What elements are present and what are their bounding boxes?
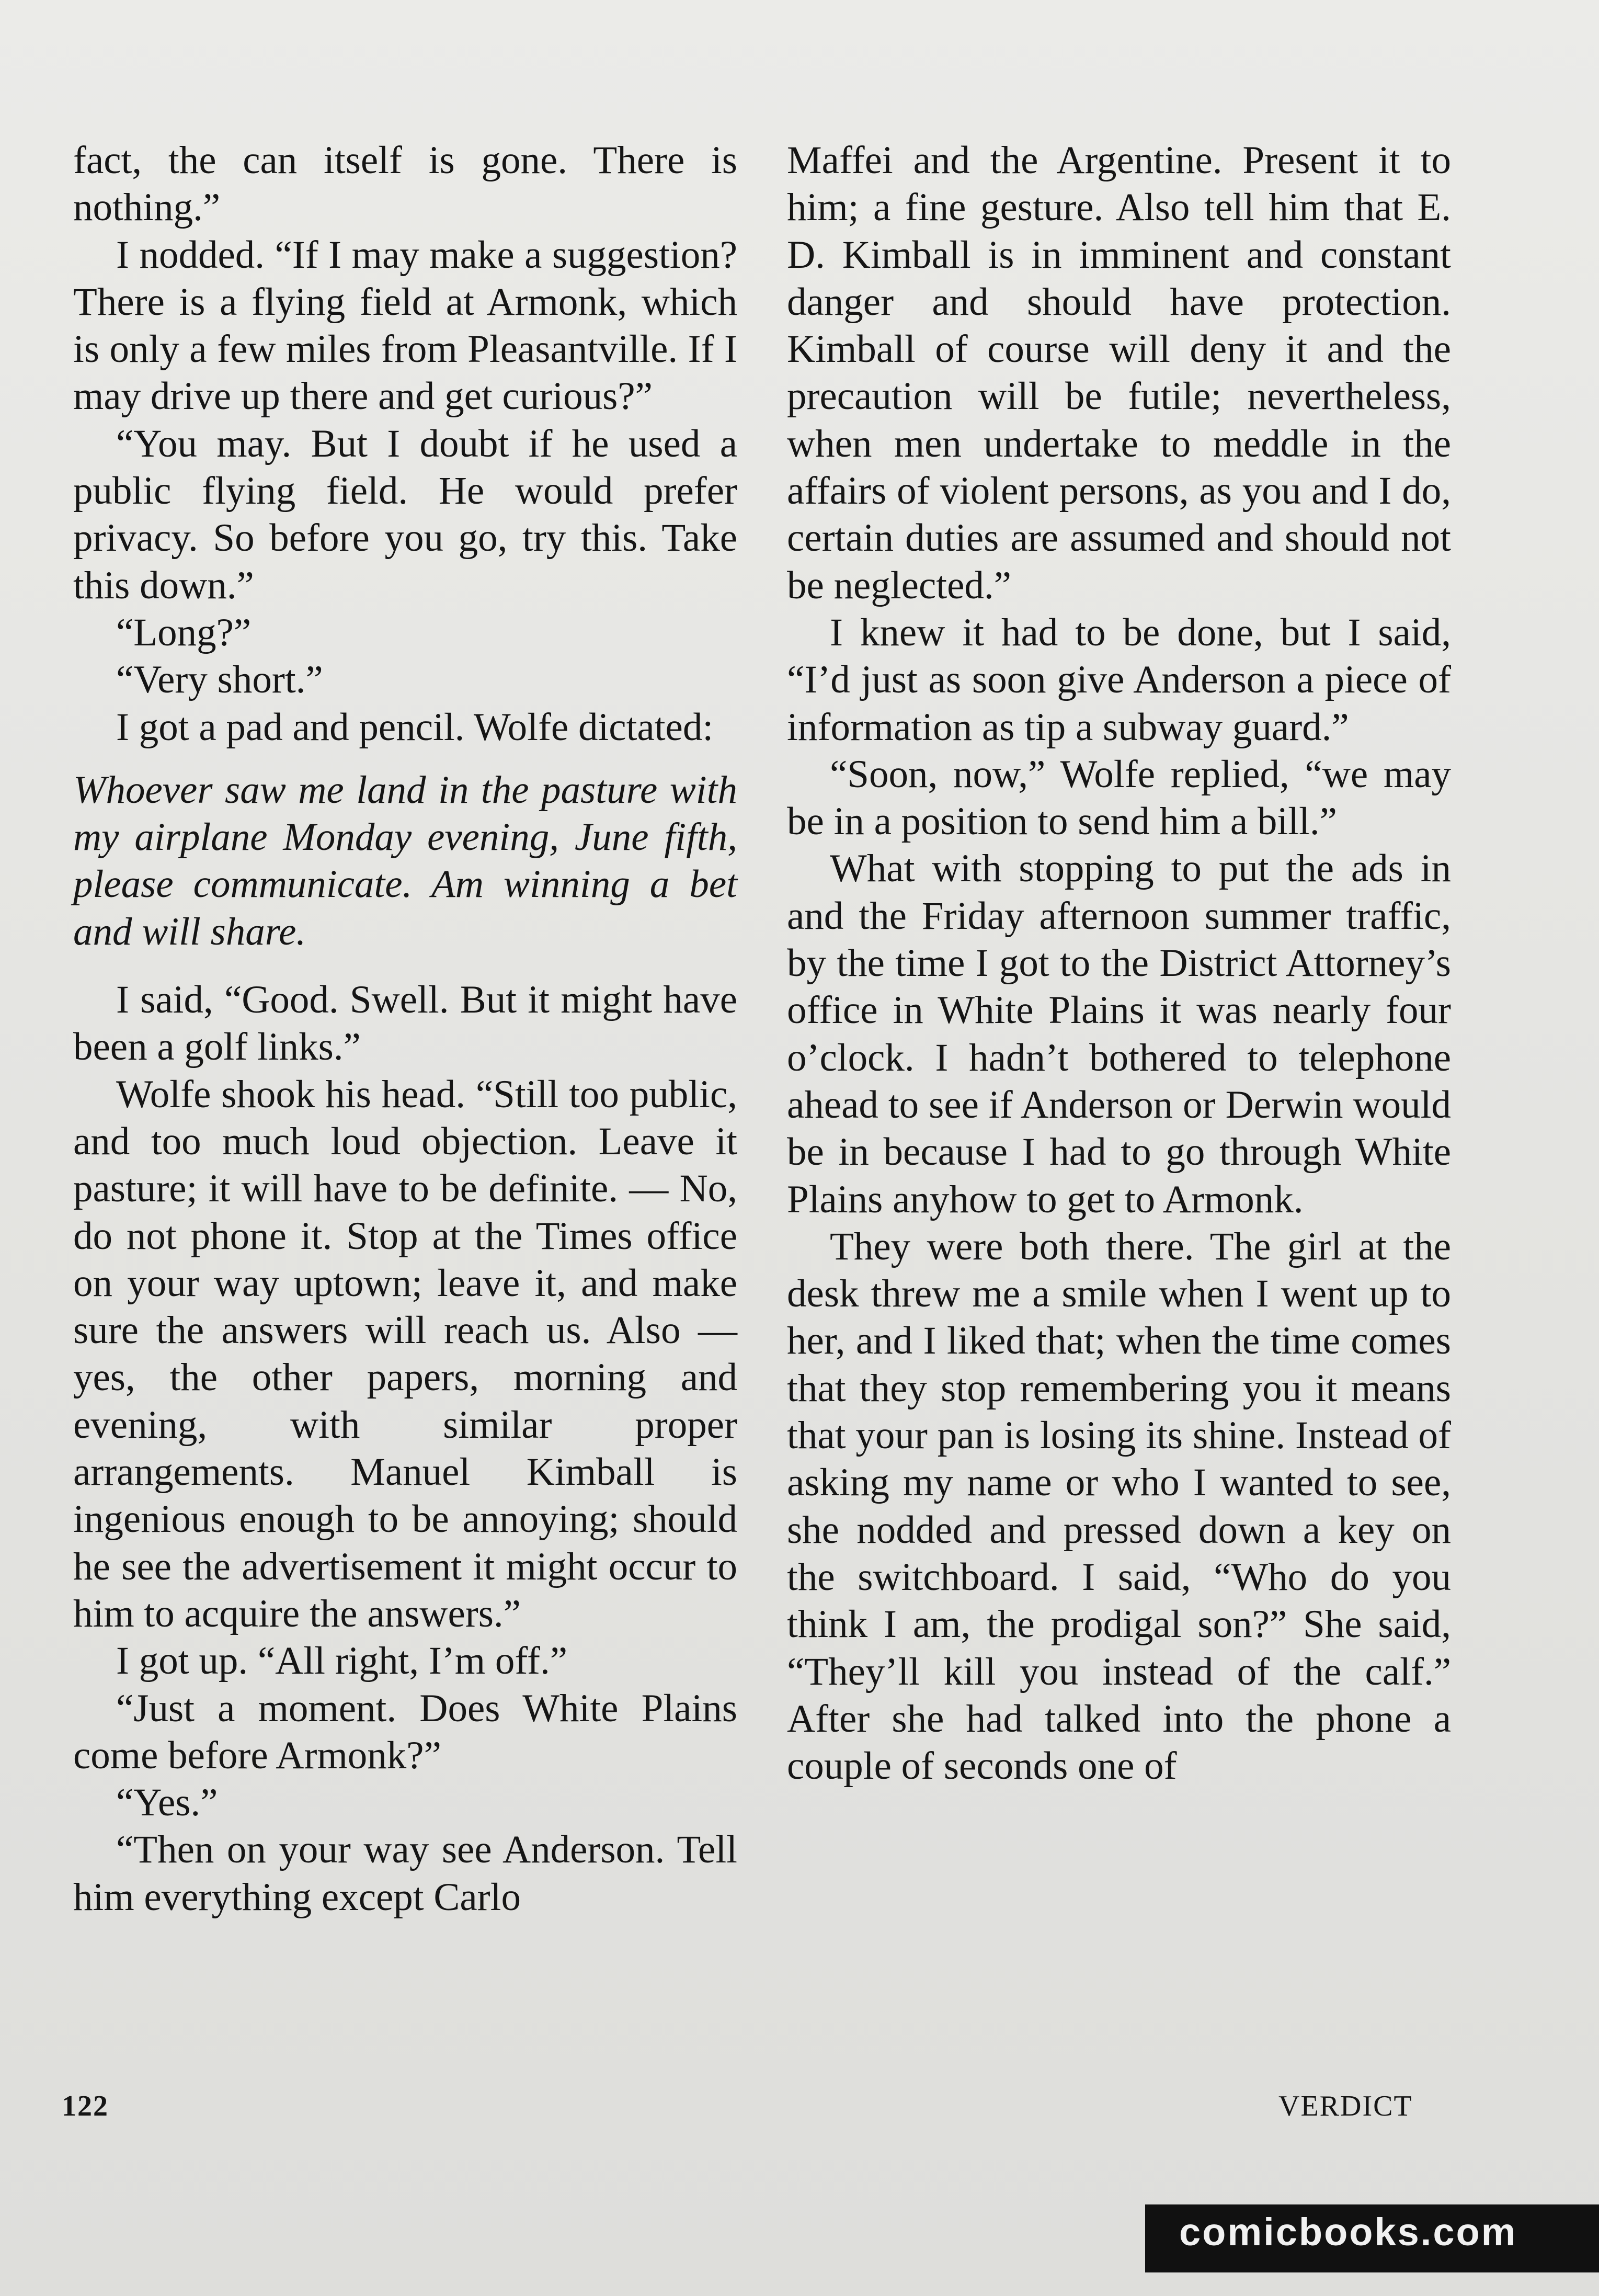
page-number: 122	[62, 2090, 109, 2122]
magazine-name: VERDICT	[1278, 2090, 1413, 2122]
paragraph: Wolfe shook his head. “Still too public, and too much loud objection. Leave it pasture; it will have to be definite. — No, do not phone it. Stop at the Times office on your way uptown; leave it, and make sure the answers will reach us. Also — yes, the other papers, morning and evening, with similar proper arrangements. Manuel Kimball is ingenious enough to be annoying; should he see the advertisement it might occur to him to acquire the answers.”	[73, 1072, 737, 1635]
paragraph: “You may. But I doubt if he used a public flying field. He would prefer privacy. So before you go, try this. Take this down.”	[73, 422, 737, 607]
paragraph: “Just a moment. Does White Plains come before Armonk?”	[73, 1686, 737, 1777]
paragraph: “Soon, now,” Wolfe replied, “we may be in a position to send him a bill.”	[787, 752, 1451, 844]
paragraph: Maffei and the Argentine. Present it to him; a fine gesture. Also tell him that E. D. Kimball is in imminent and constant danger and should have protection. Kimball of course will deny it and the precaution will be futile; nevertheless, when men undertake to meddle in the affairs of violent persons, as you and I do, certain duties are assumed and should not be neglected.”	[787, 139, 1451, 607]
paragraph: fact, the can itself is gone. There is nothing.”	[73, 139, 737, 230]
paragraph: I said, “Good. Swell. But it might have been a golf links.”	[73, 978, 737, 1069]
paragraph: “Long?”	[116, 610, 252, 654]
paragraph: I got a pad and pencil. Wolfe dictated:	[116, 705, 714, 749]
paragraph: What with stopping to put the ads in and the Friday afternoon summer traffic, by the time I got to the District Attorney’s office in White Plains it was nearly four o’clock. I hadn’t bothered to telephone ahead to see if Anderson or Derwin would be in because I had to go through White Plains anyhow to get to Armonk.	[787, 847, 1451, 1221]
right-text-column	[787, 137, 1451, 1790]
paragraph: I knew it had to be done, but I said, “I’d just as soon give Anderson a piece of information as tip a subway guard.”	[787, 610, 1451, 749]
left-text-column	[73, 137, 737, 1921]
watermark: comicbooks.com	[1179, 2210, 1517, 2254]
paragraph: I got up. “All right, I’m off.”	[116, 1639, 568, 1683]
paragraph: They were both there. The girl at the desk threw me a smile when I went up to her, and I liked that; when the time comes that they stop remembering you it means that your pan is losing its shine. Instead of asking my name or who I wanted to see, she nodded and pressed down a key on the switchboard. I said, “Who do you think I am, the prodigal son?” She said, “They’ll kill you instead of the calf.” After she had talked into the phone a couple of seconds one of	[787, 1224, 1451, 1788]
paragraph: “Then on your way see Anderson. Tell him everything except Carlo	[73, 1828, 737, 1919]
paragraph: “Very short.”	[116, 658, 323, 702]
dictated-ad-text: Whoever saw me land in the pasture with my airplane Monday evening, June fifth, please communicate. Am winning a bet and will share.	[73, 768, 737, 953]
paragraph: “Yes.”	[116, 1781, 218, 1825]
paragraph: I nodded. “If I may make a suggestion? There is a flying field at Armonk, which is only a few miles from Pleasantville. If I may drive up there and get curious?”	[73, 233, 737, 418]
